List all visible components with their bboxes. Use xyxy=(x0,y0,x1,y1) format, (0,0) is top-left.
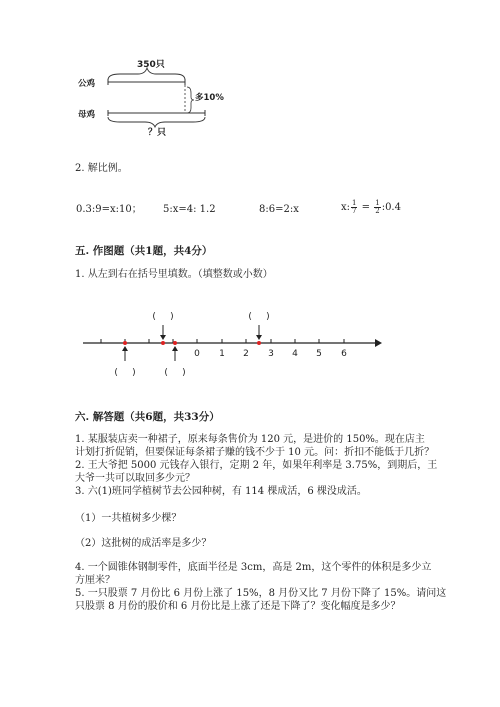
segment-diagram xyxy=(75,55,235,140)
bottom-label: ？只 xyxy=(148,128,167,138)
arrow-head xyxy=(375,339,382,347)
paren-top-right: ( ) xyxy=(248,312,270,322)
section6-heading: 六. 解答题（共6题，共33分） xyxy=(75,411,220,423)
section5-q1: 1. 从左到右在括号里填数。（填整数或小数） xyxy=(75,269,273,280)
q2-title: 2. 解比例。 xyxy=(75,163,128,174)
tick-label-4: 4 xyxy=(292,349,298,359)
section6-line-9: 只股票 8 月份的股价和 6 月份比是上涨了还是下降了？变化幅度是多少？ xyxy=(75,601,401,612)
down-arrow-2 xyxy=(256,335,262,340)
row2-label: 母鸡 xyxy=(78,110,96,120)
row1-label: 公鸡 xyxy=(78,79,96,89)
tick-label-6: 6 xyxy=(341,349,347,359)
section6-line-7: 方厘米？ xyxy=(75,575,115,586)
section6-line-4: 大爷一共可以取回多少元？ xyxy=(75,473,195,484)
section6-line-6: 4. 一个圆锥体钢制零件，底面半径是 3cm，高是 2m，这个零件的体积是多少立 xyxy=(75,562,432,573)
section6-line-3: 2. 王大爷把 5000 元钱存入银行，定期 2 年，如果年利率是 3.75%，到期后，王 xyxy=(75,460,438,471)
q2-item-3: 8:6=2:x xyxy=(259,204,299,215)
section6-sub-2: （2）这批树的成活率是多少？ xyxy=(75,538,212,549)
up-arrow-2 xyxy=(172,346,178,351)
down-arrow-1 xyxy=(160,335,166,340)
red-point-3 xyxy=(173,341,177,345)
tick-label-2: 2 xyxy=(243,349,249,359)
paren-bottom-right: ( ) xyxy=(164,368,186,378)
tick-label-3: 3 xyxy=(268,349,274,359)
tick-label-5: 5 xyxy=(316,349,322,359)
red-point-2 xyxy=(161,341,165,345)
q2-item-1: 0.3:9=x:10； xyxy=(76,204,142,215)
q2-item-2: 5:x=4: 1.2 xyxy=(163,204,216,215)
top-label: 350只 xyxy=(137,60,165,70)
section6-line-8: 5. 一只股票 7 月份比 6 月份上涨了 15%，8 月份又比 7 月份下降了 15%。请问这 xyxy=(75,588,447,599)
red-point-1 xyxy=(123,341,127,345)
tick-label-1: 1 xyxy=(219,349,225,359)
number-line xyxy=(75,305,385,380)
section6-line-2: 计划打折促销，但要保证每条裙子赚的钱不少于 10 元。问：折扣不能低于几折？ xyxy=(75,447,435,458)
up-arrow-1 xyxy=(122,346,128,351)
tick-label-0: 0 xyxy=(194,349,200,359)
section6-sub-1: （1）一共植树多少棵？ xyxy=(75,513,182,524)
q2-item-4: x: $\frac{1}{7}$ = $\frac{1}{2}$ :0.4 xyxy=(341,199,401,215)
section6-line-1: 1. 某服装店卖一种裙子，原来每条售价为 120 元，是进价的 150%。现在店主 xyxy=(75,434,425,445)
section5-heading: 五. 作图题（共1题，共4分） xyxy=(75,245,213,257)
bottom-brace xyxy=(108,117,205,127)
paren-top-left: ( ) xyxy=(152,312,174,322)
red-point-4 xyxy=(257,341,261,345)
extra-label: 多10% xyxy=(195,93,224,103)
section6-line-5: 3. 六(1)班同学植树节去公园种树，有 114 棵成活，6 棵没成活。 xyxy=(75,486,367,497)
paren-bottom-left: ( ) xyxy=(114,368,136,378)
